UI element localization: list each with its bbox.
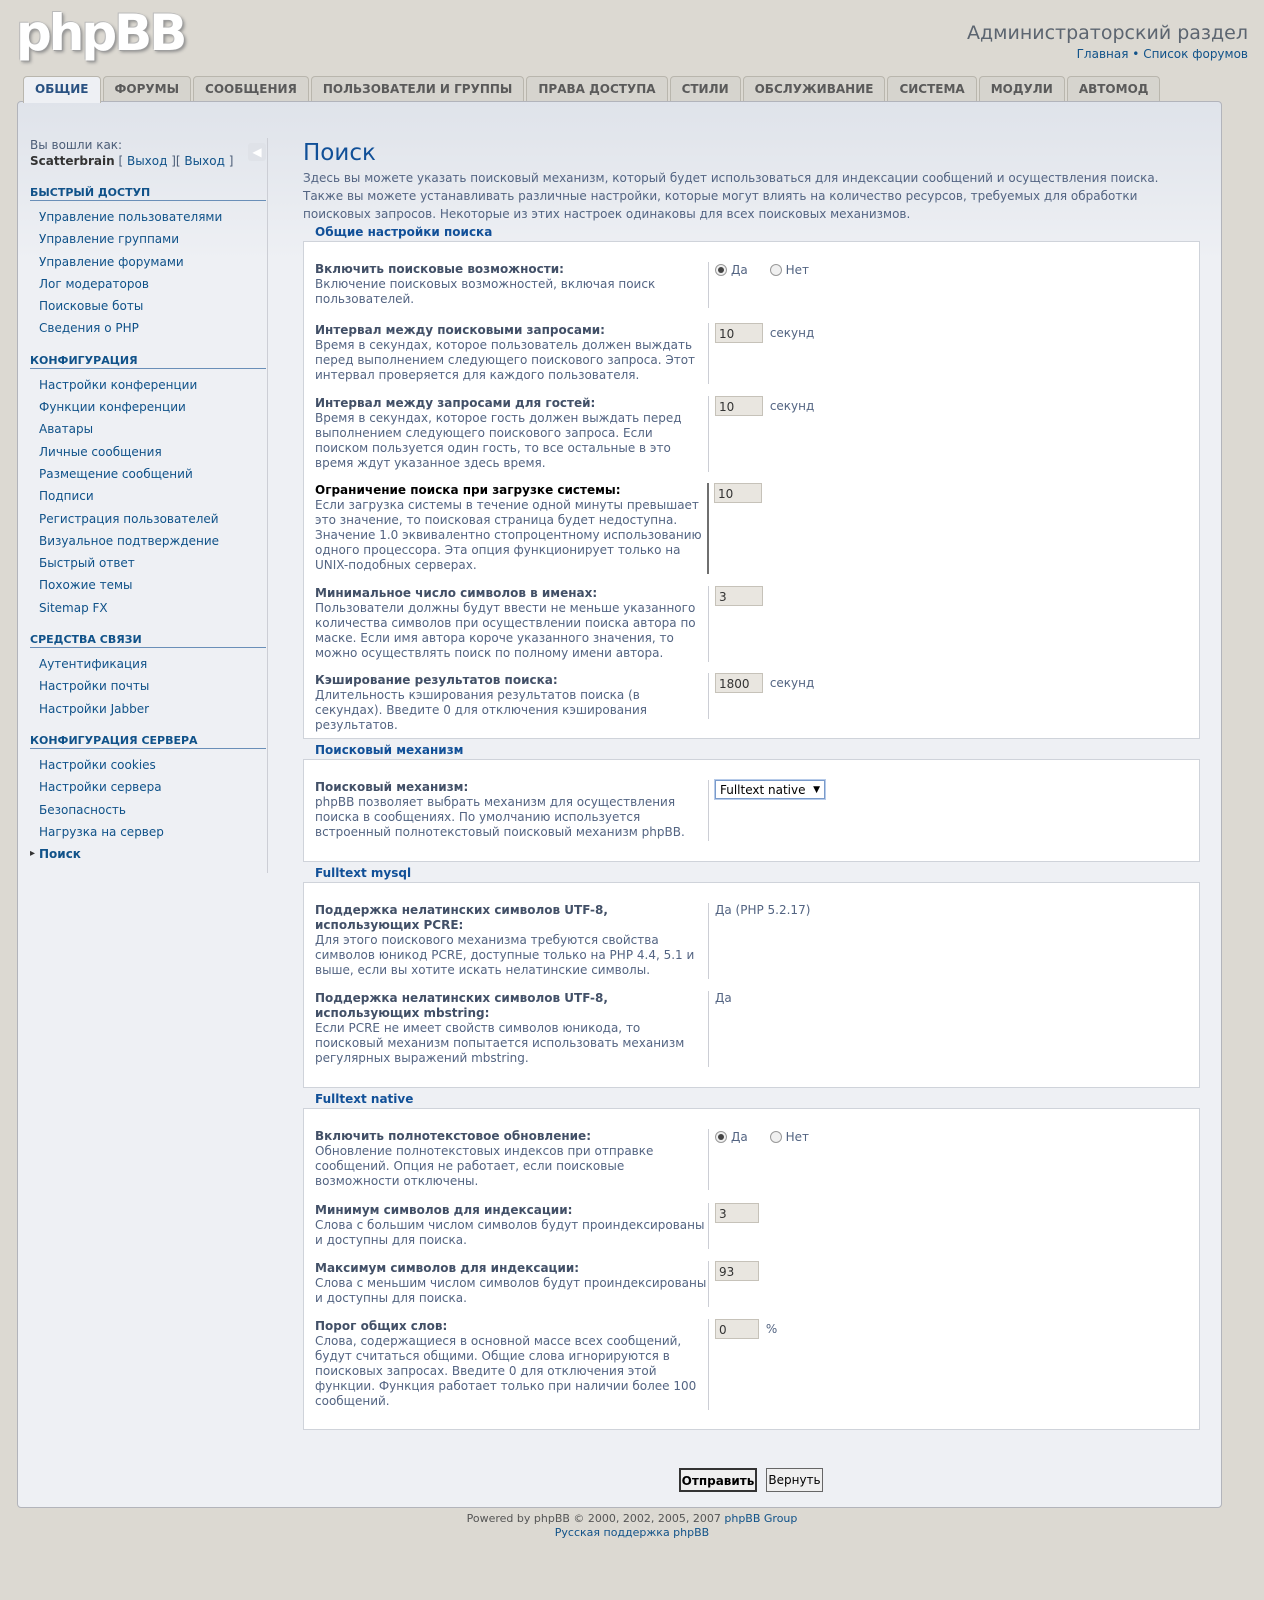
setting-min-index-chars [315,1203,1188,1261]
menu-group-quick-access [30,186,267,340]
menu-item-search[interactable]: ▸ Поиск [30,843,267,865]
setting-label: Минимальное число символов в именах: [315,586,598,600]
logout-link[interactable]: Выход [126,154,168,168]
select-value: Fulltext native [720,783,806,797]
menu-item-captcha[interactable]: Визуальное подтверждение [39,533,220,548]
setting-label-cell [315,673,709,732]
min-author-chars-input[interactable]: 3 [715,586,763,606]
setting-label-cell [315,1261,709,1307]
menu-item-board-settings[interactable]: Настройки конференции [39,377,198,392]
menu-item-jabber-settings[interactable]: Настройки Jabber [39,701,150,716]
menu-item-server-load[interactable]: Нагрузка на сервер [39,824,164,839]
header-links [967,47,1248,61]
setting-min-author-chars [315,586,1188,673]
radio-label: Нет [785,1129,809,1144]
setting-label-cell [315,262,709,308]
fulltext-update-yes-radio[interactable] [715,1131,727,1143]
header [0,0,1264,76]
powered-by-text: Powered by phpBB © 2000, 2002, 2005, 2007 [466,1512,721,1525]
enable-search-no-radio[interactable] [770,264,782,276]
fieldset-mysql [303,882,1200,1088]
setting-explain: Для этого поискового механизма требуются свойства символов юникод PCRE, доступные только на PHP 4.4, 5.1 и выше, если вы хотите искать нелатинские символы. [315,933,695,977]
menu-item-security[interactable]: Безопасность [39,802,126,817]
setting-fulltext-update [315,1129,1188,1203]
setting-value: Да (PHP 5.2.17) [715,903,811,917]
setting-label: Включить полнотекстовое обновление: [315,1129,591,1143]
menu-heading: КОНФИГУРАЦИЯ СЕРВЕРА [30,734,266,749]
menu-item-search-bots[interactable]: Поисковые боты [39,299,144,314]
tab-maintenance[interactable]: ОБСЛУЖИВАНИЕ [743,76,886,101]
menu-heading: БЫСТРЫЙ ДОСТУП [30,186,266,201]
menu-item-sitemap-fx[interactable]: Sitemap FX [39,600,108,615]
menu-group-server-config [30,734,267,865]
radio-label: Нет [785,262,809,277]
setting-control [709,673,1188,733]
load-limit-input[interactable]: 10 [714,483,762,503]
fieldset-backend [303,759,1200,862]
setting-explain: Слова с большим числом символов будут проиндексированы и доступны для поиска. [315,1218,705,1247]
setting-explain: Длительность кэширования результатов поиска (в секундах). Введите 0 для отключения кэширования результатов. [315,688,648,732]
menu-item-similar-topics[interactable]: Похожие темы [39,578,133,593]
setting-label: Включить поисковые возможности: [315,262,564,276]
search-cache-input[interactable]: 1800 [715,673,763,693]
menu-item-registration[interactable]: Регистрация пользователей [39,511,219,526]
setting-control [709,396,1188,483]
setting-label-cell [315,323,709,384]
main-tabs [23,76,1162,102]
unit-label: секунд [769,399,815,413]
setting-label: Интервал между поисковыми запросами: [315,323,605,337]
menu-item-manage-forums[interactable]: Управление форумами [39,254,184,269]
tab-users-groups[interactable]: ПОЛЬЗОВАТЕЛИ И ГРУППЫ [311,76,525,101]
setting-load-limit [315,483,1188,586]
menu-item-php-info[interactable]: Сведения о PHP [39,321,139,336]
setting-label-cell [315,903,709,979]
tab-permissions[interactable]: ПРАВА ДОСТУПА [526,76,667,101]
radio-label: Да [731,262,748,277]
tab-general[interactable]: ОБЩИЕ [23,76,101,103]
setting-search-cache [315,673,1188,733]
sidebar [30,138,268,873]
menu-item-server-settings[interactable]: Настройки сервера [39,780,162,795]
menu-item-quick-reply[interactable]: Быстрый ответ [39,556,135,571]
fieldset-general [303,241,1200,739]
setting-label: Поддержка нелатинских символов UTF-8, использующих mbstring: [315,991,608,1020]
menu-item-avatars[interactable]: Аватары [39,422,94,437]
setting-control [709,1129,1188,1203]
setting-label: Ограничение поиска при загрузке системы: [315,483,621,497]
setting-label: Поисковый механизм: [315,780,469,794]
menu-item-posting[interactable]: Размещение сообщений [39,466,193,481]
setting-label: Порог общих слов: [315,1319,448,1333]
acp-title-block [967,22,1248,61]
search-interval-input[interactable]: 10 [715,323,763,343]
home-link[interactable]: Главная [1076,47,1129,61]
page-heading: Администраторский раздел [967,22,1248,44]
tab-styles[interactable]: СТИЛИ [670,76,741,101]
guest-interval-input[interactable]: 10 [715,396,763,416]
setting-explain: Если PCRE не имеет свойств символов юникода, то поисковый механизм попытается использовать механизм регулярных выражений mbstring. [315,1021,685,1065]
tab-automod[interactable]: АВТОМОД [1067,76,1161,101]
forum-list-link[interactable]: Список форумов [1143,47,1248,61]
page-body [17,101,1222,1508]
chevron-down-icon: ▼ [813,785,820,795]
menu-heading: КОНФИГУРАЦИЯ [30,354,266,369]
setting-mbstring [315,991,1188,1067]
admin-logout-link[interactable]: Выход [184,154,225,168]
unit-label: секунд [769,676,815,690]
unit-label: % [765,1322,778,1336]
menu-item-email-settings[interactable]: Настройки почты [39,679,150,694]
phpbb-logo[interactable]: phpBB [16,4,185,62]
setting-value: Да [715,991,732,1005]
setting-label-cell [315,396,709,472]
setting-label-cell [315,1129,709,1190]
menu-item-authentication[interactable]: Аутентификация [39,657,148,672]
setting-label: Интервал между запросами для гостей: [315,396,596,410]
menu-item-private-messages[interactable]: Личные сообщения [39,444,162,459]
legend-mysql: Fulltext mysql [315,866,412,880]
setting-label: Максимум символов для индексации: [315,1261,580,1275]
radio-label: Да [731,1129,748,1144]
setting-common-threshold [315,1319,1188,1410]
setting-explain: Если загрузка системы в течение одной минуты превышает это значение, то поисковая страница будет недоступна. Значение 1.0 эквивалентно стопроцентному использованию одного процессора. Эта опция функционирует только на UNIX-подобных серверах. [315,498,702,572]
menu-item-cookie-settings[interactable]: Настройки cookies [39,757,156,772]
common-threshold-input[interactable]: 0 [715,1319,759,1339]
setting-explain: Обновление полнотекстовых индексов при отправке сообщений. Опция не работает, если поисковые возможности отключены. [315,1144,654,1188]
collapse-menu-icon[interactable]: ◀ [248,143,266,161]
setting-label-cell [315,483,709,574]
setting-label-cell [315,1319,709,1410]
menu-item-manage-groups[interactable]: Управление группами [39,232,180,247]
menu-item-manage-users[interactable]: Управление пользователями [39,210,223,224]
menu-group-configuration [30,354,267,619]
setting-control [709,780,1188,841]
legend-backend: Поисковый механизм [315,743,464,757]
phpbb-group-link[interactable]: phpBB Group [724,1512,798,1525]
setting-control [709,1261,1188,1319]
setting-explain: Время в секундах, которое гость должен выждать перед выполнением следующего поискового запроса. Если поиском пользуется один гость, то все остальные в это время ждут указанное здесь время. [315,411,682,470]
legend-native: Fulltext native [315,1092,414,1106]
setting-explain: Включение поисковых возможностей, включая поиск пользователей. [315,277,656,306]
setting-pcre [315,903,1188,991]
tab-forums[interactable]: ФОРУМЫ [103,76,192,101]
page-title: Поиск [303,140,376,166]
unit-label: секунд [769,326,815,340]
tab-modules[interactable]: МОДУЛИ [979,76,1065,101]
setting-explain: Пользователи должны будут ввести не меньше указанного количества символов при осуществлении поиска автора по маске. Если имя автора короче указанного значения, то можно осуществлять поиск по полному имени автора. [315,601,696,660]
setting-control [709,323,1188,396]
setting-control [709,262,1188,323]
setting-label-cell [315,1203,709,1249]
fulltext-update-no-radio[interactable] [770,1131,782,1143]
fieldset-native [303,1108,1200,1430]
setting-label: Кэширование результатов поиска: [315,673,558,687]
setting-control [709,483,1188,586]
menu-item-signatures[interactable]: Подписи [39,489,94,504]
menu-group-communication [30,633,267,720]
logged-in-label: Вы вошли как: [30,138,123,152]
setting-guest-interval [315,396,1188,483]
footer-copyright [0,1512,1264,1526]
min-index-chars-input[interactable]: 3 [715,1203,759,1223]
setting-explain: Время в секундах, которое пользователь должен выждать перед выполнением следующего поискового запроса. Этот интервал проверяется для каждого пользователя. [315,338,696,382]
max-index-chars-input[interactable]: 93 [715,1261,759,1281]
setting-search-interval [315,323,1188,396]
login-user-line: Scatterbrain [ Выход ][ Выход ] [30,154,234,168]
setting-explain: phpBB позволяет выбрать механизм для осуществления поиска в сообщениях. По умолчанию используется встроенный полнотекстовый поисковый механизм phpBB. [315,795,685,839]
setting-search-backend [315,780,1188,841]
setting-control [709,1319,1188,1410]
setting-label-cell [315,991,709,1067]
setting-label: Поддержка нелатинских символов UTF-8, использующих PCRE: [315,903,608,932]
russian-support-link[interactable]: Русская поддержка phpBB [554,1526,710,1539]
page-intro: Здесь вы можете указать поисковый механизм, который будет использоваться для индексации сообщений и осуществления поиска. Также вы можете устанавливать различные настройки, которые могут влиять на количество ресурсов, требуемых для обработки поисковых запросов. Некоторые из этих настроек одинаковы для всех поисковых механизмов. [303,171,1159,221]
separator: • [1132,47,1140,61]
submit-button[interactable]: Отправить [679,1468,757,1492]
setting-control [709,1203,1188,1261]
reset-button[interactable]: Вернуть [766,1468,823,1492]
setting-control [709,586,1188,673]
footer [0,1512,1264,1540]
setting-explain: Слова, содержащиеся в основной массе всех сообщений, будут считаться общими. Общие слова игнорируются в поисковых запросах. Введите 0 для отключения этой функции. Функция работает только при наличии более 100 сообщений. [315,1334,697,1408]
enable-search-yes-radio[interactable] [715,264,727,276]
setting-label-cell [315,586,709,662]
tab-posting[interactable]: СООБЩЕНИЯ [193,76,309,101]
setting-label-cell [315,780,709,841]
menu-heading: СРЕДСТВА СВЯЗИ [30,633,266,648]
search-backend-select[interactable] [715,780,825,799]
menu-item-board-features[interactable]: Функции конференции [39,400,186,415]
menu-item-mod-log[interactable]: Лог модераторов [39,276,149,291]
setting-enable-search [315,262,1188,323]
legend-general: Общие настройки поиска [315,225,493,239]
tab-system[interactable]: СИСТЕМА [887,76,976,101]
setting-explain: Слова с меньшим числом символов будут проиндексированы и доступны для поиска. [315,1276,707,1305]
setting-label: Минимум символов для индексации: [315,1203,573,1217]
main-content [303,138,1199,1430]
username: Scatterbrain [30,154,115,168]
setting-max-index-chars [315,1261,1188,1319]
